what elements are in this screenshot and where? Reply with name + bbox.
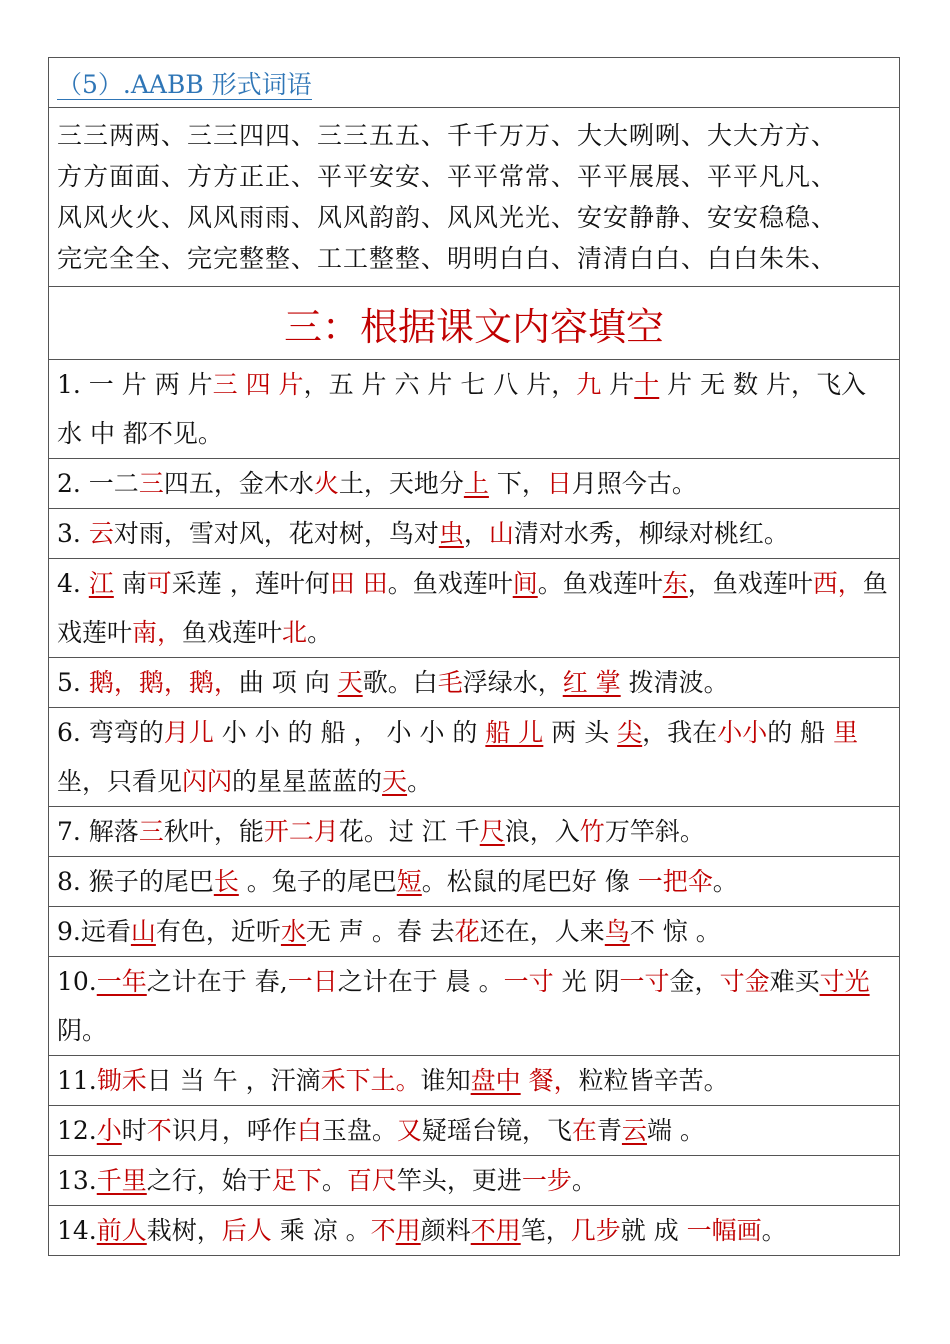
answer-text: 禾下土。 bbox=[320, 1066, 421, 1095]
answer-text: 一日 bbox=[287, 967, 338, 996]
answer-text: 不 bbox=[370, 1216, 396, 1245]
item-text bbox=[81, 668, 89, 697]
item-text: 。 bbox=[307, 618, 333, 647]
item-text: 有色，近听 bbox=[155, 917, 281, 946]
answer-text: 竹 bbox=[579, 817, 605, 846]
answer-text: 一把伞 bbox=[637, 867, 713, 896]
item-text: 。鱼戏莲叶 bbox=[387, 569, 513, 598]
item-text: 。松鼠的尾巴好 像 bbox=[421, 867, 638, 896]
item-cell bbox=[49, 807, 900, 857]
item-text: 一二 bbox=[80, 469, 139, 498]
item-row bbox=[49, 658, 900, 708]
item-text: 。 bbox=[571, 1166, 597, 1195]
item-text: 颜料 bbox=[420, 1216, 471, 1245]
answer-text: 毛 bbox=[437, 668, 463, 697]
answer-text: 山 bbox=[488, 519, 514, 548]
item-text bbox=[81, 569, 89, 598]
item-text: 清对水秀，柳绿对桃红。 bbox=[513, 519, 789, 548]
item-row bbox=[49, 708, 900, 807]
section-title-cell bbox=[49, 287, 900, 360]
item-number: 2. bbox=[57, 469, 81, 498]
answer-text: 红 掌 bbox=[562, 668, 621, 697]
item-cell bbox=[49, 559, 900, 658]
item-text: 疑瑶台镜，飞 bbox=[421, 1116, 572, 1145]
item-row bbox=[49, 1056, 900, 1106]
item-number: 7. bbox=[57, 817, 81, 846]
answer-text: 闪闪 bbox=[182, 767, 233, 796]
answer-text: 水 bbox=[280, 917, 306, 946]
item-text: 时 bbox=[121, 1116, 147, 1145]
answer-text: 开二月 bbox=[263, 817, 339, 846]
item-text: 采莲 ，莲叶何 bbox=[171, 569, 330, 598]
answer-text: 十 bbox=[634, 370, 660, 399]
answer-text: 后人 bbox=[221, 1216, 272, 1245]
item-text: 乘 凉 。 bbox=[271, 1216, 371, 1245]
item-text: 月照今古。 bbox=[571, 469, 697, 498]
item-row bbox=[49, 957, 900, 1056]
answer-text: 一步 bbox=[521, 1166, 572, 1195]
item-cell bbox=[49, 857, 900, 907]
item-text: 花。过 江 千 bbox=[338, 817, 480, 846]
item-row bbox=[49, 1206, 900, 1256]
aabb-line-3: 风风火火、风风雨雨、风风韵韵、风风光光、安安静静、安安稳稳、 bbox=[57, 203, 838, 232]
item-text: 曲 项 向 bbox=[238, 668, 338, 697]
item-text: 远看 bbox=[80, 917, 131, 946]
answer-text: 长 bbox=[213, 867, 239, 896]
section-title-row bbox=[49, 287, 900, 360]
item-row bbox=[49, 1156, 900, 1206]
answer-text: 锄禾 bbox=[96, 1066, 147, 1095]
item-cell bbox=[49, 360, 900, 459]
item-text: 难买 bbox=[769, 967, 820, 996]
answer-text: 山 bbox=[130, 917, 156, 946]
item-text: 小 小 的 船 ， 小 小 的 bbox=[213, 718, 486, 747]
item-text: 不 惊 。 bbox=[629, 917, 721, 946]
item-text: 。 bbox=[321, 1166, 347, 1195]
aabb-words-row bbox=[49, 108, 900, 287]
answer-text: 小 bbox=[96, 1116, 122, 1145]
answer-text: 一寸 bbox=[503, 967, 554, 996]
item-cell bbox=[49, 1156, 900, 1206]
aabb-heading-cell bbox=[49, 58, 900, 108]
item-text: 之行，始于 bbox=[146, 1166, 272, 1195]
item-cell bbox=[49, 1106, 900, 1156]
item-text: 金， bbox=[669, 967, 720, 996]
answer-text: 九 bbox=[576, 370, 602, 399]
answer-text: 田 田 bbox=[329, 569, 388, 598]
item-text: 坐，只看见 bbox=[57, 767, 183, 796]
item-text: ，五 片 六 片 七 八 片， bbox=[303, 370, 577, 399]
answer-text: 又 bbox=[396, 1116, 422, 1145]
answer-text: 鸟 bbox=[604, 917, 630, 946]
item-text: 谁知 bbox=[420, 1066, 471, 1095]
answer-text: 虫 bbox=[438, 519, 464, 548]
item-number: 8. bbox=[57, 867, 81, 896]
answer-text: 江 bbox=[88, 569, 114, 598]
answer-text: 餐， bbox=[520, 1066, 579, 1095]
item-text: 猴子的尾巴 bbox=[80, 867, 214, 896]
answer-text: 寸金 bbox=[719, 967, 770, 996]
item-text: 万竿斜。 bbox=[604, 817, 705, 846]
item-text: ， bbox=[463, 519, 489, 548]
item-row bbox=[49, 807, 900, 857]
item-cell bbox=[49, 1206, 900, 1256]
item-number: 6. bbox=[57, 718, 81, 747]
item-text: ，鱼戏莲叶 bbox=[687, 569, 813, 598]
item-text: 四五，金木水 bbox=[163, 469, 314, 498]
aabb-heading-row bbox=[49, 58, 900, 108]
answer-text: 尖 bbox=[617, 718, 643, 747]
aabb-heading: （5）.AABB 形式词语 bbox=[57, 69, 312, 99]
item-text: 两 头 bbox=[543, 718, 618, 747]
item-text: 之计在于 春, bbox=[146, 967, 288, 996]
item-number: 3. bbox=[57, 519, 81, 548]
answer-text: 盘中 bbox=[470, 1066, 521, 1095]
item-text: 无 声 。春 去 bbox=[305, 917, 455, 946]
item-text bbox=[81, 519, 89, 548]
item-text: 光 阴 bbox=[553, 967, 620, 996]
answer-text: 三 四 片 bbox=[212, 370, 304, 399]
item-text: 。兔子的尾巴 bbox=[238, 867, 397, 896]
item-text: 一 片 两 片 bbox=[80, 370, 213, 399]
item-number: 10. bbox=[57, 967, 97, 996]
item-cell bbox=[49, 957, 900, 1056]
item-text: 歌。白 bbox=[362, 668, 438, 697]
item-text: 鱼戏莲叶 bbox=[182, 618, 283, 647]
item-number: 14. bbox=[57, 1216, 97, 1245]
answer-text: 用 bbox=[395, 1216, 421, 1245]
item-text: 粒粒皆辛苦。 bbox=[578, 1066, 729, 1095]
answer-text: 三 bbox=[138, 817, 164, 846]
item-text: 阴。 bbox=[57, 1016, 108, 1045]
answer-text: 天 bbox=[337, 668, 363, 697]
item-text: 。鱼戏莲叶 bbox=[537, 569, 663, 598]
item-text: 就 成 bbox=[620, 1216, 687, 1245]
answer-text: 百尺 bbox=[346, 1166, 397, 1195]
item-text: 栽树， bbox=[146, 1216, 222, 1245]
item-cell bbox=[49, 509, 900, 559]
item-text: 土，天地分 bbox=[338, 469, 464, 498]
answer-text: 一寸 bbox=[619, 967, 670, 996]
item-text: 。 bbox=[712, 867, 738, 896]
answer-text: 不 bbox=[146, 1116, 172, 1145]
item-text: 下， bbox=[488, 469, 547, 498]
item-number: 13. bbox=[57, 1166, 97, 1195]
item-text: 识月，呼作 bbox=[171, 1116, 297, 1145]
answer-text: 间 bbox=[512, 569, 538, 598]
answer-text: 不用 bbox=[470, 1216, 521, 1245]
item-cell bbox=[49, 459, 900, 509]
item-text: 竿头，更进 bbox=[396, 1166, 522, 1195]
answer-text: 短 bbox=[396, 867, 422, 896]
item-text: 。 bbox=[761, 1216, 787, 1245]
answer-text: 鹅，鹅，鹅， bbox=[88, 668, 239, 697]
aabb-words-cell bbox=[49, 108, 900, 287]
answer-text: 三 bbox=[138, 469, 164, 498]
item-text: 鱼戏莲叶 bbox=[57, 569, 888, 647]
item-text: 还在，人来 bbox=[479, 917, 605, 946]
item-text: 弯弯的 bbox=[80, 718, 164, 747]
item-number: 1. bbox=[57, 370, 81, 399]
item-text: 片 无 数 片，飞入水 中 都不见。 bbox=[57, 370, 867, 448]
item-number: 12. bbox=[57, 1116, 97, 1145]
item-text: 解落 bbox=[80, 817, 139, 846]
answer-text: 南， bbox=[132, 618, 183, 647]
answer-text: 几步 bbox=[570, 1216, 621, 1245]
answer-text: 足下 bbox=[271, 1166, 322, 1195]
item-text: 玉盘。 bbox=[321, 1116, 397, 1145]
item-text: 浪，入 bbox=[504, 817, 580, 846]
section-title: 三：根据课文内容填空 bbox=[283, 304, 664, 349]
answer-text: 上 bbox=[463, 469, 489, 498]
answer-text: 日 bbox=[546, 469, 572, 498]
answer-text: 船 儿 bbox=[485, 718, 544, 747]
answer-text: 可 bbox=[146, 569, 172, 598]
item-text: 的星星蓝蓝的 bbox=[232, 767, 383, 796]
item-text: 秋叶，能 bbox=[163, 817, 264, 846]
answer-text: 火 bbox=[313, 469, 339, 498]
item-text: 。 bbox=[407, 767, 433, 796]
item-text: 日 当 午 ，汗滴 bbox=[146, 1066, 321, 1095]
item-number: 11. bbox=[57, 1066, 97, 1095]
item-text: 南 bbox=[113, 569, 147, 598]
item-cell bbox=[49, 1056, 900, 1106]
aabb-line-2: 方方面面、方方正正、平平安安、平平常常、平平展展、平平凡凡、 bbox=[57, 162, 838, 191]
answer-text: 月儿 bbox=[163, 718, 214, 747]
item-text: 青 bbox=[596, 1116, 622, 1145]
item-row bbox=[49, 459, 900, 509]
item-text: 浮绿水， bbox=[462, 668, 563, 697]
item-number: 9. bbox=[57, 917, 81, 946]
aabb-line-1: 三三两两、三三四四、三三五五、千千万万、大大咧咧、大大方方、 bbox=[57, 121, 838, 150]
item-row bbox=[49, 559, 900, 658]
answer-text: 小小 bbox=[717, 718, 768, 747]
answer-text: 前人 bbox=[96, 1216, 147, 1245]
answer-text: 云 bbox=[621, 1116, 647, 1145]
fill-in-items bbox=[49, 360, 900, 1256]
item-row bbox=[49, 509, 900, 559]
item-text: 拨清波。 bbox=[620, 668, 729, 697]
answer-text: 白 bbox=[296, 1116, 322, 1145]
item-text: 对雨，雪对风，花对树，鸟对 bbox=[113, 519, 439, 548]
item-text: 片 bbox=[601, 370, 635, 399]
item-number: 5. bbox=[57, 668, 81, 697]
answer-text: 天 bbox=[382, 767, 408, 796]
answer-text: 在 bbox=[571, 1116, 597, 1145]
answer-text: 东 bbox=[662, 569, 688, 598]
answer-text: 西， bbox=[812, 569, 863, 598]
item-row bbox=[49, 907, 900, 957]
answer-text: 云 bbox=[88, 519, 114, 548]
item-cell bbox=[49, 907, 900, 957]
answer-text: 花 bbox=[454, 917, 480, 946]
worksheet-table bbox=[48, 57, 900, 1256]
aabb-line-4: 完完全全、完完整整、工工整整、明明白白、清清白白、白白朱朱、 bbox=[57, 244, 838, 273]
answer-text: 一年 bbox=[96, 967, 147, 996]
answer-text: 尺 bbox=[479, 817, 505, 846]
answer-text: 里 bbox=[833, 718, 859, 747]
answer-text: 寸光 bbox=[819, 967, 870, 996]
item-cell bbox=[49, 658, 900, 708]
item-row bbox=[49, 1106, 900, 1156]
item-number: 4. bbox=[57, 569, 81, 598]
item-text: ，我在 bbox=[642, 718, 718, 747]
answer-text: 一幅画 bbox=[686, 1216, 762, 1245]
answer-text: 千里 bbox=[96, 1166, 147, 1195]
item-text: 的 船 bbox=[767, 718, 834, 747]
item-text: 笔， bbox=[520, 1216, 571, 1245]
item-row bbox=[49, 360, 900, 459]
item-row bbox=[49, 857, 900, 907]
answer-text: 北 bbox=[282, 618, 308, 647]
item-cell bbox=[49, 708, 900, 807]
item-text: 之计在于 晨 。 bbox=[337, 967, 504, 996]
item-text: 端 。 bbox=[646, 1116, 705, 1145]
